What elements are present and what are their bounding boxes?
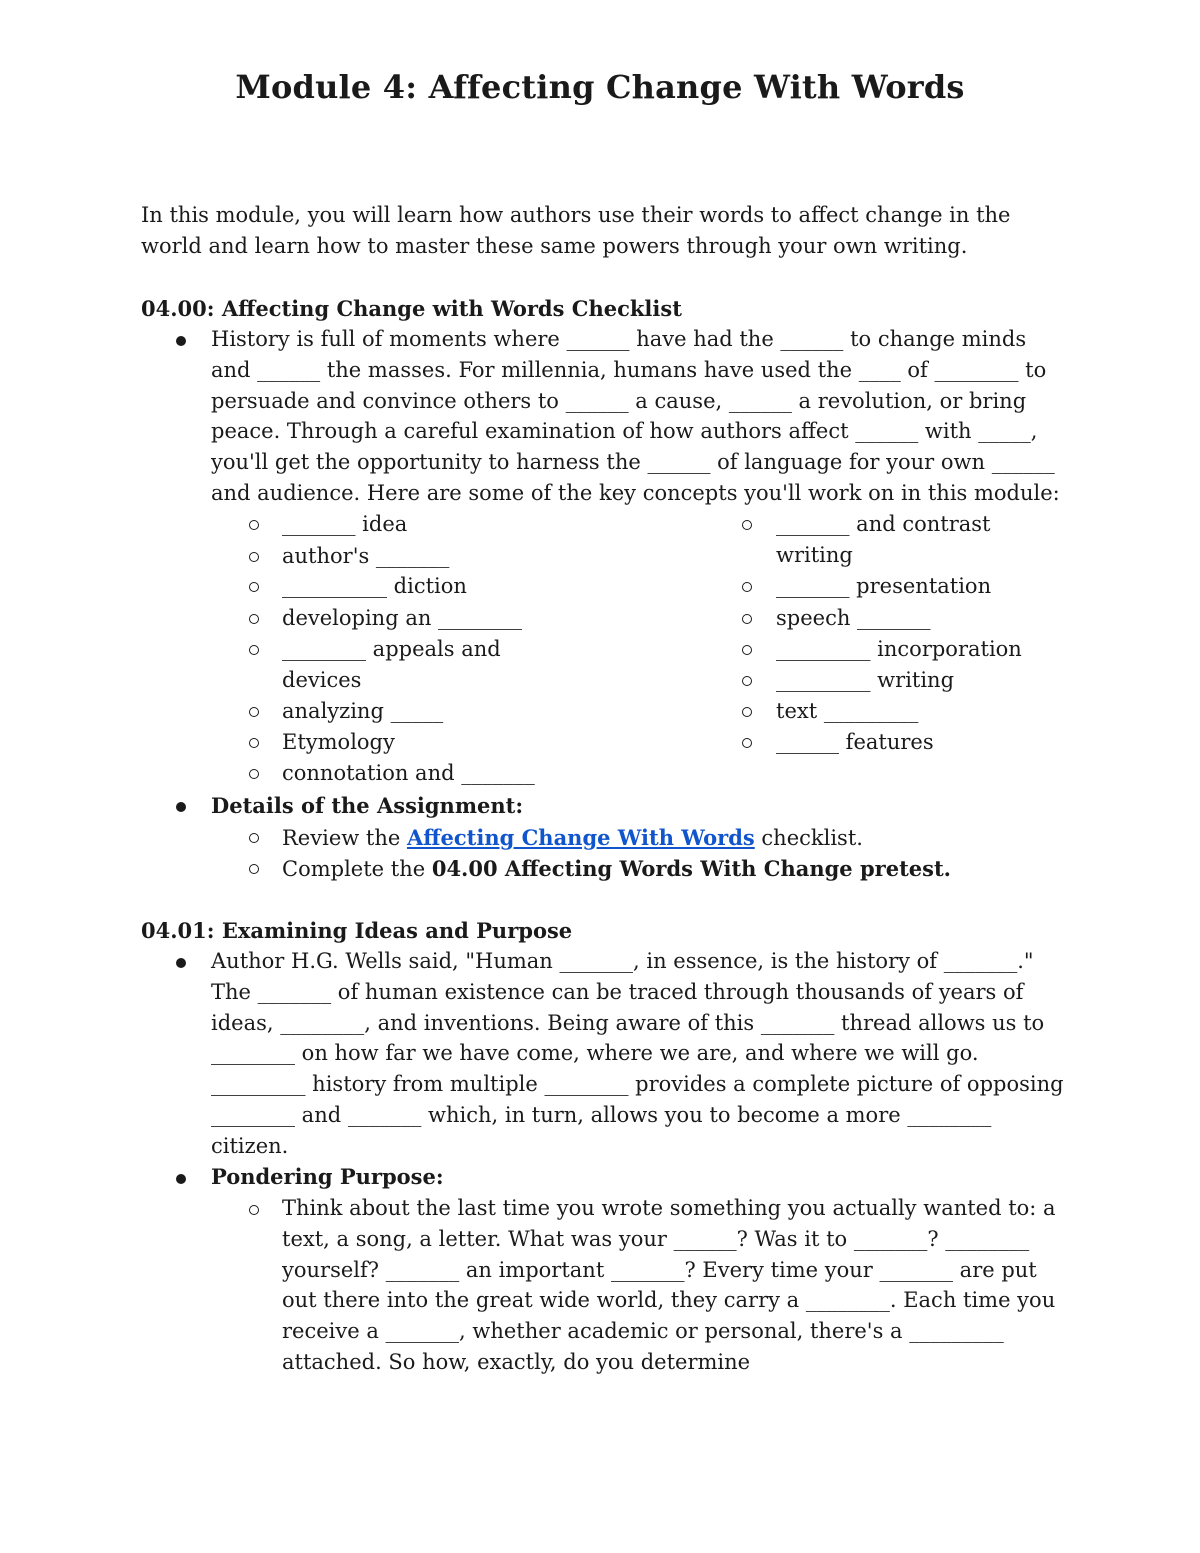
concept-item: speech _______ [776,606,931,630]
circle-bullet [742,582,752,592]
bullet-dot [176,1174,186,1184]
checklist-paragraph: History is full of moments where ______ have had the ______ to change minds and ______ the masses. For millennia, humans have used the ____ of ________ to persuade and convince others to ______ a cause, ______ a revolution, or bring peace. Through a careful examination of how authors affect ______ with _____, you'll get the opportunity to harness the ______ of language for your own ______ and audience. Here are some of the key concepts you'll work on in this module: [211,327,1060,505]
concept-item: analyzing _____ [282,699,444,723]
circle-bullet [249,864,259,874]
circle-bullet [742,614,752,624]
circle-bullet [249,1205,259,1215]
review-item [282,822,1062,854]
circle-bullet [249,738,259,748]
page-title: Module 4: Affecting Change With Words [235,68,965,106]
bullet-dot [176,336,186,346]
circle-bullet [742,707,752,717]
circle-bullet [742,645,752,655]
assignment-heading: Details of the Assignment: [211,793,524,818]
concept-item: developing an ________ [282,606,523,630]
pondering-heading: Pondering Purpose: [211,1164,444,1189]
pondering-paragraph: Think about the last time you wrote something you actually wanted to: a text, a song, a letter. What was your ______? Was it to _______? ________ yourself? _______ an important _______? Every time your _______ are put out there into the great wide world, they carry a ________. Each time you receive a _______, whether academic or personal, there's a _________ attached. So how, exactly, do you determine [282,1196,1056,1374]
review-prefix: Review the [282,826,407,850]
bullet-dot [176,802,186,812]
complete-prefix: Complete the [282,857,432,881]
circle-bullet [742,676,752,686]
circle-bullet [249,614,259,624]
concept-item: text _________ [776,699,919,723]
bullet-dot [176,958,186,968]
checklist-link[interactable]: Affecting Change With Words [406,825,755,850]
concept-item: __________ diction [282,574,467,598]
circle-bullet [249,582,259,592]
section-heading-0400: 04.00: Affecting Change with Words Checklist [141,296,682,321]
circle-bullet [742,520,752,530]
intro-paragraph: In this module, you will learn how authors use their words to affect change in the world and learn how to master these same powers through your own writing. [141,203,1011,258]
concept-item: Etymology [282,730,395,754]
section-heading-0401: 04.01: Examining Ideas and Purpose [141,918,573,943]
concept-item: _______ and contrast writing [776,512,991,567]
concept-item: _______ idea [282,512,408,536]
concept-item: _______ presentation [776,574,992,598]
circle-bullet [249,707,259,717]
concept-item: connotation and _______ [282,761,535,785]
pretest-name: 04.00 Affecting Words With Change pretest. [431,856,951,881]
complete-item [282,853,1062,885]
circle-bullet [742,738,752,748]
review-suffix: checklist. [754,826,863,850]
concept-item: ______ features [776,730,934,754]
circle-bullet [249,833,259,843]
circle-bullet [249,769,259,779]
circle-bullet [249,520,259,530]
concept-item: ________ appeals and devices [282,637,501,692]
concept-item: author's _______ [282,544,450,568]
concept-item: _________ writing [776,668,955,692]
circle-bullet [249,645,259,655]
wells-paragraph: Author H.G. Wells said, "Human _______, in essence, is the history of _______." The _______ of human existence can be traced through thousands of years of ideas, ________, and inventions. Being aware of this _______ thread allows us to ________ on how far we have come, where we are, and where we will go. _________ history from multiple ________ provides a complete picture of opposing ________ and _______ which, in turn, allows you to become a more ________ citizen. [211,949,1064,1158]
circle-bullet [249,552,259,562]
concept-item: _________ incorporation [776,637,1022,661]
